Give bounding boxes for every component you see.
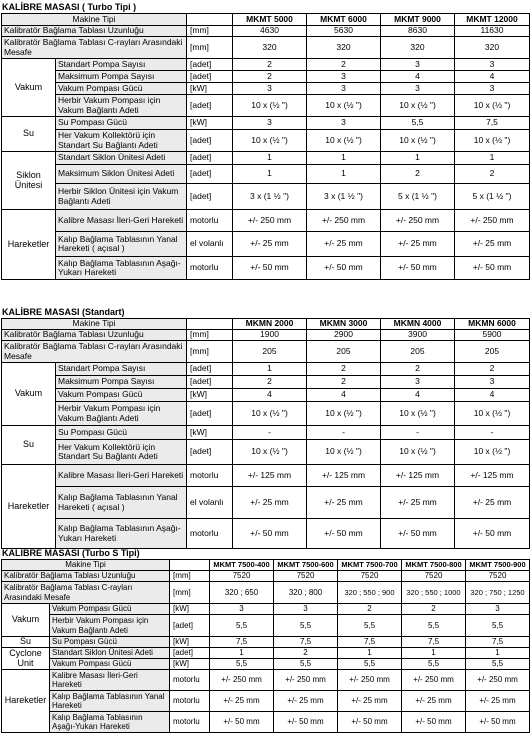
cell-value: 2 bbox=[381, 363, 455, 376]
cell-value: 7,5 bbox=[338, 637, 402, 648]
table-row bbox=[2, 165, 530, 184]
cell-value: 3 bbox=[233, 83, 307, 95]
row-label: Standart Pompa Sayısı bbox=[56, 59, 187, 71]
table-row bbox=[2, 330, 530, 341]
cell-value: 2 bbox=[233, 376, 307, 389]
cell-value: 3 bbox=[455, 376, 530, 389]
row-unit: [adet] bbox=[187, 440, 233, 465]
row-unit: motorlu bbox=[170, 670, 210, 691]
cell-value: 2 bbox=[402, 604, 466, 615]
cell-value: 10 x (½ ") bbox=[233, 402, 307, 426]
row-unit: [adet] bbox=[187, 59, 233, 71]
cell-value: 5,5 bbox=[466, 659, 530, 670]
cell-value: 1 bbox=[381, 152, 455, 165]
cell-value: 320 ; 750 ; 1250 bbox=[466, 582, 530, 604]
cell-value: +/- 250 mm bbox=[455, 210, 530, 232]
cell-value: +/- 250 mm bbox=[402, 670, 466, 691]
table-row bbox=[2, 659, 530, 670]
cell-value: +/- 25 mm bbox=[274, 691, 338, 712]
cell-value: 3 bbox=[307, 117, 381, 130]
table-row bbox=[2, 487, 530, 519]
table-header-row bbox=[2, 319, 530, 330]
cell-value: - bbox=[381, 426, 455, 440]
row-unit: motorlu bbox=[170, 691, 210, 712]
cell-value: 320 bbox=[455, 37, 530, 59]
row-unit: [adet] bbox=[187, 130, 233, 152]
row-unit: [adet] bbox=[187, 402, 233, 426]
row-label: Kalibre Masası İleri-Geri Hareketi bbox=[56, 465, 187, 487]
row-label: Standart Siklon Ünitesi Adeti bbox=[50, 648, 170, 659]
cell-value: 320 ; 800 bbox=[274, 582, 338, 604]
table-row bbox=[2, 232, 530, 257]
cell-value: 3 bbox=[274, 604, 338, 615]
cell-value: 5,5 bbox=[381, 117, 455, 130]
row-label: Kalıp Bağlama Tablasının Aşağı-Yukarı Hareketi bbox=[56, 257, 187, 280]
cell-value: 1900 bbox=[233, 330, 307, 341]
cell-value: 320 ; 550 ; 1000 bbox=[402, 582, 466, 604]
cell-value: 1 bbox=[455, 152, 530, 165]
cell-value: 3 bbox=[381, 59, 455, 71]
table-row bbox=[2, 691, 530, 712]
cell-value: 320 bbox=[381, 37, 455, 59]
row-unit: [kW] bbox=[170, 637, 210, 648]
row-label: Maksimum Pompa Sayısı bbox=[56, 71, 187, 83]
cell-value: 3 bbox=[466, 604, 530, 615]
cell-value: 2 bbox=[233, 71, 307, 83]
group-label-su: Su bbox=[2, 637, 50, 648]
turbo-section bbox=[0, 1, 530, 280]
table-row bbox=[2, 83, 530, 95]
cell-value: 5 x (1 ½ ") bbox=[381, 184, 455, 210]
model-header: MKMN 6000 bbox=[455, 319, 530, 330]
cell-value: +/- 125 mm bbox=[455, 465, 530, 487]
turbo-spec-table bbox=[1, 13, 530, 280]
cell-value: 4 bbox=[307, 389, 381, 402]
cell-value: 320 bbox=[233, 37, 307, 59]
group-label-vakum: Vakum bbox=[2, 604, 50, 637]
row-label: Her Vakum Kollektörü için Standart Su Bağlantı Adeti bbox=[56, 130, 187, 152]
table-row bbox=[2, 465, 530, 487]
cell-value: 205 bbox=[381, 341, 455, 363]
row-unit: [mm] bbox=[170, 582, 210, 604]
table-row bbox=[2, 389, 530, 402]
table-row bbox=[2, 582, 530, 604]
cell-value: 10 x (½ ") bbox=[233, 130, 307, 152]
row-unit: motorlu bbox=[187, 465, 233, 487]
row-label: Maksimum Siklon Ünitesi Adeti bbox=[56, 165, 187, 184]
table-row bbox=[2, 37, 530, 59]
cell-value: +/- 250 mm bbox=[466, 670, 530, 691]
cell-value: 10 x (½ ") bbox=[381, 440, 455, 465]
table-row bbox=[2, 184, 530, 210]
cell-value: 10 x (½ ") bbox=[381, 402, 455, 426]
cell-value: +/- 25 mm bbox=[455, 487, 530, 519]
cell-value: 5630 bbox=[307, 26, 381, 37]
model-header: MKMN 3000 bbox=[307, 319, 381, 330]
row-label: Kalibratör Bağlama Tablası Uzunluğu bbox=[2, 571, 170, 582]
cell-value: 10 x (½ ") bbox=[233, 95, 307, 117]
cell-value: +/- 25 mm bbox=[466, 691, 530, 712]
row-label: Maksimum Pompa Sayısı bbox=[56, 376, 187, 389]
row-label: Kalibratör Bağlama Tablası C-rayları Arasındaki Mesafe bbox=[2, 37, 187, 59]
row-label: Kalibratör Bağlama Tablası C-rayları Arasındaki Mesafe bbox=[2, 341, 187, 363]
row-unit: motorlu bbox=[170, 712, 210, 733]
turbo-s-section bbox=[0, 547, 530, 733]
header-label: Makine Tipi bbox=[2, 14, 187, 26]
cell-value: +/- 125 mm bbox=[381, 465, 455, 487]
table-row bbox=[2, 130, 530, 152]
row-unit: [kW] bbox=[170, 659, 210, 670]
cell-value: +/- 250 mm bbox=[274, 670, 338, 691]
cell-value: 5,5 bbox=[402, 615, 466, 637]
cell-value: 3 bbox=[307, 71, 381, 83]
group-label-su: Su bbox=[2, 117, 56, 152]
table-row bbox=[2, 604, 530, 615]
cell-value: 2 bbox=[307, 376, 381, 389]
row-label: Kalibratör Bağlama Tablası C-rayları Arasındaki Mesafe bbox=[2, 582, 170, 604]
row-label: Standart Pompa Sayısı bbox=[56, 363, 187, 376]
table-row bbox=[2, 210, 530, 232]
cell-value: 320 ; 550 ; 900 bbox=[338, 582, 402, 604]
cell-value: 1 bbox=[307, 165, 381, 184]
model-header: MKMT 7500-800 bbox=[402, 560, 466, 571]
row-unit: motorlu bbox=[187, 210, 233, 232]
table-row bbox=[2, 712, 530, 733]
row-unit: [mm] bbox=[187, 341, 233, 363]
cell-value: 3 bbox=[381, 83, 455, 95]
cell-value: +/- 25 mm bbox=[307, 487, 381, 519]
cell-value: +/- 25 mm bbox=[381, 232, 455, 257]
cell-value: 10 x (½ ") bbox=[455, 440, 530, 465]
table-row bbox=[2, 363, 530, 376]
model-header: MKMT 12000 bbox=[455, 14, 530, 26]
row-unit: [adet] bbox=[187, 165, 233, 184]
row-label: Kalibre Masası İleri-Geri Hareketi bbox=[56, 210, 187, 232]
model-header: MKMT 9000 bbox=[381, 14, 455, 26]
cell-value: 5,5 bbox=[274, 615, 338, 637]
row-unit: [adet] bbox=[187, 363, 233, 376]
cell-value: 3 x (1 ½ ") bbox=[307, 184, 381, 210]
cell-value: 2 bbox=[307, 363, 381, 376]
row-unit: el volanlı bbox=[187, 487, 233, 519]
table-row bbox=[2, 376, 530, 389]
row-unit: [kW] bbox=[187, 117, 233, 130]
cell-value: - bbox=[233, 426, 307, 440]
cell-value: 10 x (½ ") bbox=[307, 95, 381, 117]
table-row bbox=[2, 648, 530, 659]
group-label-hareketler: Hareketler bbox=[2, 210, 56, 280]
row-label: Herbir Siklon Ünitesi için Vakum Bağlantı Adeti bbox=[56, 184, 187, 210]
cell-value: 3 bbox=[307, 83, 381, 95]
cell-value: 2 bbox=[338, 604, 402, 615]
cell-value: +/- 250 mm bbox=[338, 670, 402, 691]
cell-value: 2 bbox=[455, 363, 530, 376]
cell-value: +/- 50 mm bbox=[466, 712, 530, 733]
turbo-s-spec-table bbox=[1, 559, 530, 733]
row-label: Su Pompası Gücü bbox=[56, 117, 187, 130]
cell-value: - bbox=[455, 426, 530, 440]
cell-value: +/- 50 mm bbox=[210, 712, 274, 733]
row-label: Kalıp Bağlama Tablasının Yanal Hareketi ( açısal ) bbox=[56, 232, 187, 257]
cell-value: +/- 25 mm bbox=[233, 487, 307, 519]
table-row bbox=[2, 95, 530, 117]
row-unit: [adet] bbox=[187, 71, 233, 83]
cell-value: 7520 bbox=[210, 571, 274, 582]
cell-value: +/- 50 mm bbox=[274, 712, 338, 733]
cell-value: +/- 250 mm bbox=[381, 210, 455, 232]
row-label: Vakum Pompası Gücü bbox=[56, 389, 187, 402]
standart-spec-table bbox=[1, 318, 530, 549]
cell-value: 205 bbox=[307, 341, 381, 363]
cell-value: +/- 25 mm bbox=[381, 487, 455, 519]
row-label: Kalıp Bağlama Tablasının Aşağı-Yukarı Hareketi bbox=[50, 712, 170, 733]
cell-value: 7,5 bbox=[210, 637, 274, 648]
row-label: Herbir Vakum Pompası için Vakum Bağlantı Adeti bbox=[50, 615, 170, 637]
cell-value: 1 bbox=[338, 648, 402, 659]
cell-value: 5,5 bbox=[338, 615, 402, 637]
row-label: Vakum Pompası Gücü bbox=[50, 659, 170, 670]
model-header: MKMN 2000 bbox=[233, 319, 307, 330]
cell-value: 1 bbox=[210, 648, 274, 659]
cell-value: 7520 bbox=[402, 571, 466, 582]
table-row bbox=[2, 670, 530, 691]
header-label: Makine Tipi bbox=[2, 319, 187, 330]
header-unit-blank bbox=[170, 560, 210, 571]
group-label-cyclone: Cyclone Unit bbox=[2, 648, 50, 670]
cell-value: 1 bbox=[233, 165, 307, 184]
cell-value: +/- 50 mm bbox=[233, 519, 307, 549]
cell-value: 7520 bbox=[338, 571, 402, 582]
cell-value: 10 x (½ ") bbox=[455, 402, 530, 426]
cell-value: 7,5 bbox=[466, 637, 530, 648]
row-label: Vakum Pompası Gücü bbox=[56, 83, 187, 95]
cell-value: +/- 50 mm bbox=[338, 712, 402, 733]
row-label: Kalıp Bağlama Tablasının Yanal Hareketi ( açısal ) bbox=[56, 487, 187, 519]
cell-value: 7,5 bbox=[402, 637, 466, 648]
model-header: MKMT 5000 bbox=[233, 14, 307, 26]
row-unit: [kW] bbox=[187, 83, 233, 95]
cell-value: 5900 bbox=[455, 330, 530, 341]
model-header: MKMN 4000 bbox=[381, 319, 455, 330]
cell-value: 3 bbox=[210, 604, 274, 615]
model-header: MKMT 7500-700 bbox=[338, 560, 402, 571]
cell-value: +/- 50 mm bbox=[307, 257, 381, 280]
cell-value: 4 bbox=[455, 389, 530, 402]
cell-value: 3 bbox=[455, 59, 530, 71]
table-row bbox=[2, 152, 530, 165]
cell-value: 4 bbox=[455, 71, 530, 83]
row-label: Vakum Pompası Gücü bbox=[50, 604, 170, 615]
cell-value: 10 x (½ ") bbox=[381, 130, 455, 152]
table-row bbox=[2, 571, 530, 582]
row-unit: [adet] bbox=[187, 376, 233, 389]
model-header: MKMT 6000 bbox=[307, 14, 381, 26]
row-label: Her Vakum Kollektörü için Standart Su Bağlantı Adeti bbox=[56, 440, 187, 465]
cell-value: 5,5 bbox=[274, 659, 338, 670]
cell-value: +/- 25 mm bbox=[402, 691, 466, 712]
row-label: Su Pompası Gücü bbox=[50, 637, 170, 648]
table-header-row bbox=[2, 14, 530, 26]
cell-value: +/- 125 mm bbox=[233, 465, 307, 487]
turbo-s-section-title: KALİBRE MASASI (Turbo S Tipi) bbox=[2, 548, 140, 558]
cell-value: 7,5 bbox=[274, 637, 338, 648]
row-unit: motorlu bbox=[187, 519, 233, 549]
table-row bbox=[2, 426, 530, 440]
cell-value: +/- 250 mm bbox=[210, 670, 274, 691]
header-unit-blank bbox=[187, 319, 233, 330]
cell-value: 5,5 bbox=[210, 615, 274, 637]
cell-value: +/- 50 mm bbox=[381, 257, 455, 280]
cell-value: +/- 250 mm bbox=[307, 210, 381, 232]
row-label: Kalibratör Bağlama Tablası Uzunluğu bbox=[2, 330, 187, 341]
cell-value: 5,5 bbox=[210, 659, 274, 670]
group-label-hareketler: Hareketler bbox=[2, 670, 50, 733]
table-row bbox=[2, 615, 530, 637]
cell-value: 1 bbox=[402, 648, 466, 659]
row-unit: [adet] bbox=[187, 95, 233, 117]
cell-value: +/- 25 mm bbox=[210, 691, 274, 712]
cell-value: 11630 bbox=[455, 26, 530, 37]
cell-value: - bbox=[307, 426, 381, 440]
cell-value: 10 x (½ ") bbox=[307, 402, 381, 426]
row-label: Kalıp Bağlama Tablasının Yanal Hareketi bbox=[50, 691, 170, 712]
cell-value: +/- 250 mm bbox=[233, 210, 307, 232]
row-label: Herbir Vakum Pompası için Vakum Bağlantı Adeti bbox=[56, 95, 187, 117]
cell-value: 2 bbox=[381, 165, 455, 184]
cell-value: 10 x (½ ") bbox=[381, 95, 455, 117]
row-unit: [adet] bbox=[187, 152, 233, 165]
table-row bbox=[2, 26, 530, 37]
cell-value: 4 bbox=[233, 389, 307, 402]
cell-value: 4 bbox=[381, 71, 455, 83]
cell-value: 5 x (1 ½ ") bbox=[455, 184, 530, 210]
cell-value: 3 x (1 ½ ") bbox=[233, 184, 307, 210]
row-unit: motorlu bbox=[187, 257, 233, 280]
cell-value: 10 x (½ ") bbox=[233, 440, 307, 465]
table-row bbox=[2, 440, 530, 465]
cell-value: 5,5 bbox=[466, 615, 530, 637]
cell-value: +/- 25 mm bbox=[338, 691, 402, 712]
cell-value: 10 x (½ ") bbox=[307, 440, 381, 465]
cell-value: 7520 bbox=[274, 571, 338, 582]
cell-value: +/- 50 mm bbox=[455, 519, 530, 549]
header-unit-blank bbox=[187, 14, 233, 26]
row-unit: [adet] bbox=[170, 615, 210, 637]
cell-value: 205 bbox=[455, 341, 530, 363]
row-unit: [mm] bbox=[187, 330, 233, 341]
cell-value: 1 bbox=[233, 152, 307, 165]
row-unit: [mm] bbox=[187, 26, 233, 37]
table-row bbox=[2, 341, 530, 363]
cell-value: 1 bbox=[307, 152, 381, 165]
table-row bbox=[2, 117, 530, 130]
cell-value: 4 bbox=[381, 389, 455, 402]
model-header: MKMT 7500-600 bbox=[274, 560, 338, 571]
cell-value: 3 bbox=[455, 83, 530, 95]
cell-value: +/- 50 mm bbox=[307, 519, 381, 549]
cell-value: 8630 bbox=[381, 26, 455, 37]
model-header: MKMT 7500-400 bbox=[210, 560, 274, 571]
cell-value: 2 bbox=[274, 648, 338, 659]
row-unit: [mm] bbox=[170, 571, 210, 582]
cell-value: 2 bbox=[233, 59, 307, 71]
row-unit: [mm] bbox=[187, 37, 233, 59]
cell-value: 2900 bbox=[307, 330, 381, 341]
cell-value: +/- 125 mm bbox=[307, 465, 381, 487]
cell-value: +/- 25 mm bbox=[307, 232, 381, 257]
row-label: Su Pompası Gücü bbox=[56, 426, 187, 440]
cell-value: 5,5 bbox=[338, 659, 402, 670]
cell-value: +/- 50 mm bbox=[233, 257, 307, 280]
cell-value: 1 bbox=[233, 363, 307, 376]
group-label-su: Su bbox=[2, 426, 56, 465]
row-unit: [kW] bbox=[187, 426, 233, 440]
row-unit: [kW] bbox=[187, 389, 233, 402]
cell-value: 3 bbox=[381, 376, 455, 389]
cell-value: +/- 25 mm bbox=[233, 232, 307, 257]
cell-value: +/- 50 mm bbox=[402, 712, 466, 733]
group-label-hareketler: Hareketler bbox=[2, 465, 56, 549]
cell-value: 10 x (½ ") bbox=[307, 130, 381, 152]
row-label: Kalibre Masası İleri-Geri Hareketi bbox=[50, 670, 170, 691]
cell-value: 320 ; 650 bbox=[210, 582, 274, 604]
cell-value: 5,5 bbox=[402, 659, 466, 670]
table-row bbox=[2, 519, 530, 549]
cell-value: 10 x (½ ") bbox=[455, 95, 530, 117]
row-unit: el volanlı bbox=[187, 232, 233, 257]
table-row bbox=[2, 71, 530, 83]
cell-value: +/- 25 mm bbox=[455, 232, 530, 257]
table-row bbox=[2, 402, 530, 426]
row-label: Herbir Vakum Pompası için Vakum Bağlantı Adeti bbox=[56, 402, 187, 426]
cell-value: 3 bbox=[233, 117, 307, 130]
row-label: Standart Siklon Ünitesi Adeti bbox=[56, 152, 187, 165]
cell-value: 205 bbox=[233, 341, 307, 363]
cell-value: 2 bbox=[307, 59, 381, 71]
cell-value: 2 bbox=[455, 165, 530, 184]
cell-value: 7520 bbox=[466, 571, 530, 582]
cell-value: 320 bbox=[307, 37, 381, 59]
group-label-siklon: Siklon Ünitesi bbox=[2, 152, 56, 210]
cell-value: 10 x (½ ") bbox=[455, 130, 530, 152]
turbo-section-title: KALİBRE MASASI ( Turbo Tipi ) bbox=[2, 2, 137, 12]
cell-value: +/- 50 mm bbox=[381, 519, 455, 549]
cell-value: 1 bbox=[466, 648, 530, 659]
standart-section-title: KALİBRE MASASI (Standart) bbox=[2, 307, 125, 317]
table-row bbox=[2, 257, 530, 280]
row-unit: [adet] bbox=[187, 184, 233, 210]
standart-section bbox=[0, 306, 530, 549]
group-label-vakum: Vakum bbox=[2, 59, 56, 117]
row-unit: [kW] bbox=[170, 604, 210, 615]
model-header: MKMT 7500-900 bbox=[466, 560, 530, 571]
row-unit: [adet] bbox=[170, 648, 210, 659]
header-label: Makine Tipi bbox=[2, 560, 170, 571]
cell-value: +/- 50 mm bbox=[455, 257, 530, 280]
table-row bbox=[2, 637, 530, 648]
group-label-vakum: Vakum bbox=[2, 363, 56, 426]
table-row bbox=[2, 59, 530, 71]
cell-value: 7,5 bbox=[455, 117, 530, 130]
cell-value: 4630 bbox=[233, 26, 307, 37]
table-header-row bbox=[2, 560, 530, 571]
row-label: Kalıp Bağlama Tablasının Aşağı-Yukarı Hareketi bbox=[56, 519, 187, 549]
row-label: Kalibratör Bağlama Tablası Uzunluğu bbox=[2, 26, 187, 37]
cell-value: 3900 bbox=[381, 330, 455, 341]
